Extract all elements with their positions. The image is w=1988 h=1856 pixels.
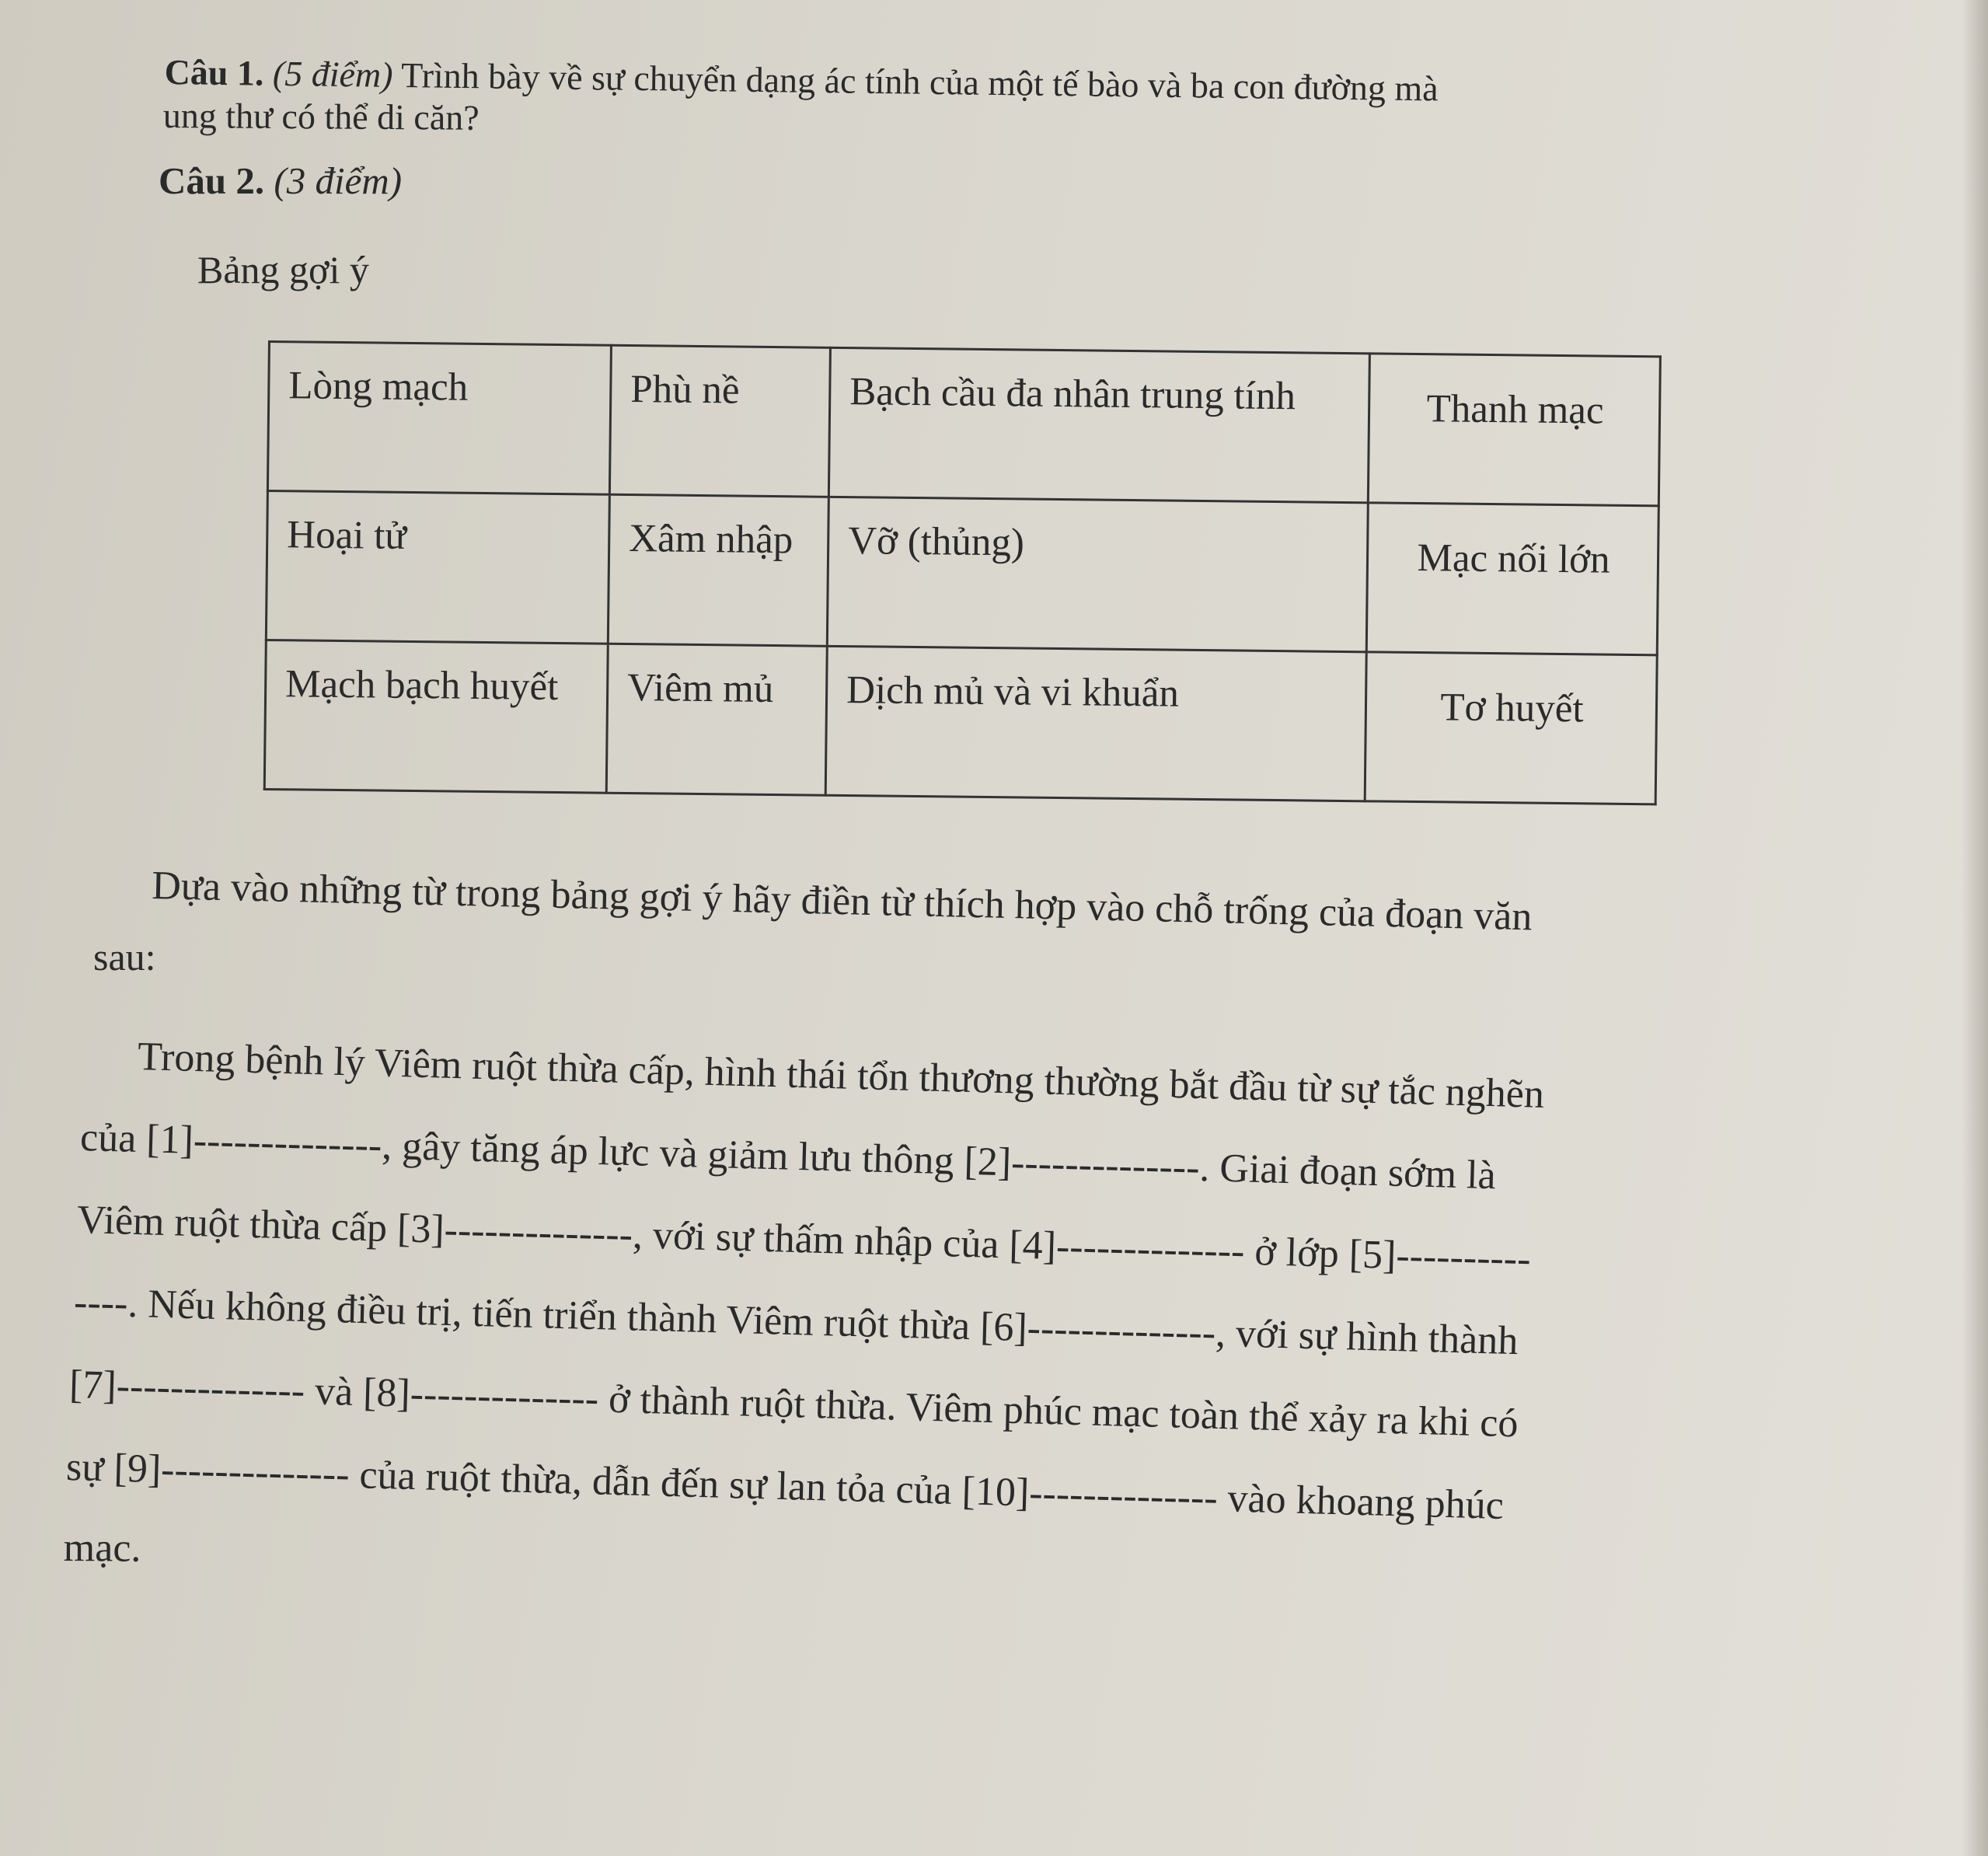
table-cell: Thanh mạc: [1368, 354, 1660, 506]
table-cell: Vỡ (thủng): [827, 497, 1368, 651]
passage-line-2: của [1]--------------, gây tăng áp lực và giảm lưu thông [2]--------------. Giai đoạn sớm là: [79, 1115, 1497, 1198]
passage-line-6: sự [9]-------------- của ruột thừa, dẫn đến sự lan tỏa của [10]-------------- vào khoang phúc: [65, 1444, 1505, 1529]
passage-line-1: Trong bệnh lý Viêm ruột thừa cấp, hình thái tổn thương thường bắt đầu từ sự tắc nghẽn: [137, 1034, 1545, 1117]
question-1-text-1: Trình bày về sự chuyển dạng ác tính của một tế bào và ba con đường mà: [392, 54, 1439, 109]
table-cell: Hoại tử: [266, 491, 609, 644]
instruction-line-2: sau:: [93, 935, 156, 979]
question-1-points: (5 điểm): [272, 53, 393, 95]
table-cell: Xâm nhập: [608, 494, 828, 646]
hint-table-title: Bảng gợi ý: [197, 248, 369, 291]
table-cell: Phù nề: [609, 345, 830, 497]
table-cell: Dịch mủ và vi khuẩn: [825, 646, 1366, 801]
hint-table-wrapper: [263, 340, 1659, 803]
question-2-heading: [159, 159, 402, 203]
passage-line-5: [7]-------------- và [8]-------------- ở thành ruột thừa. Viêm phúc mạc toàn thể xảy ra khi có: [68, 1362, 1519, 1446]
table-row: [266, 491, 1658, 655]
hint-table: [263, 340, 1662, 805]
table-cell: Tơ huyết: [1365, 652, 1657, 804]
question-1-line-2: ung thư có thể di căn?: [162, 95, 480, 138]
table-cell: Bạch cầu đa nhân trung tính: [828, 347, 1369, 502]
table-cell: Lòng mạch: [267, 342, 611, 495]
table-cell: Mạc nối lớn: [1366, 503, 1658, 655]
table-row: [264, 640, 1657, 804]
page-edge-shadow: [1962, 0, 1988, 1856]
instruction-line-1: Dựa vào những từ trong bảng gợi ý hãy điền từ thích hợp vào chỗ trống của đoạn văn: [151, 863, 1533, 940]
passage-line-4: ----. Nếu không điều trị, tiến triển thành Viêm ruột thừa [6]--------------, với sự hình thành: [73, 1279, 1519, 1364]
passage-line-3: Viêm ruột thừa cấp [3]--------------, với sự thấm nhập của [4]-------------- ở lớp [5]----------: [76, 1197, 1532, 1282]
passage-line-7: mạc.: [63, 1526, 141, 1571]
question-2-points: (3 điểm): [274, 159, 403, 202]
table-cell: Viêm mủ: [606, 644, 827, 795]
question-1-label: Câu 1.: [164, 51, 264, 93]
table-row: [267, 342, 1660, 506]
question-2-label: Câu 2.: [159, 159, 265, 202]
table-cell: Mạch bạch huyết: [264, 640, 608, 793]
